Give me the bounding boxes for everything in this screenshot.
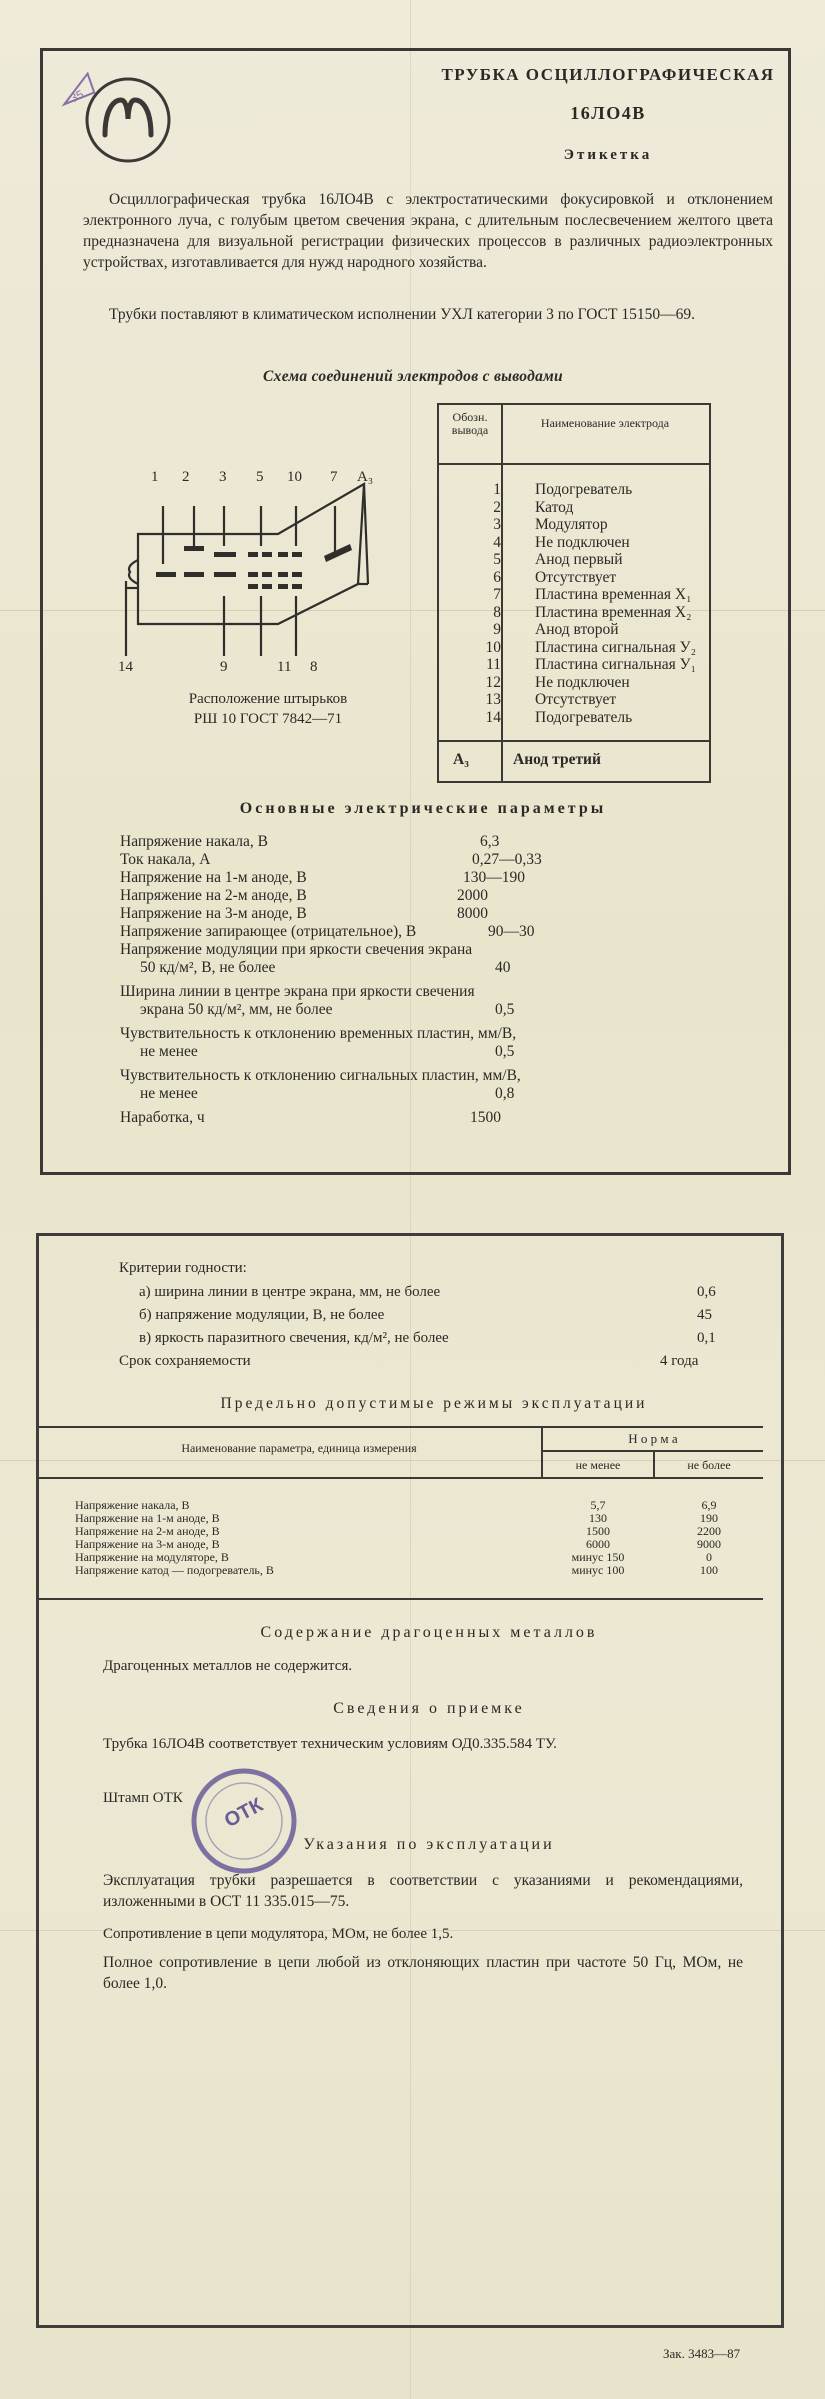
limits-rule-top bbox=[39, 1426, 763, 1428]
limits-param: Напряжение катод — подогреватель, В bbox=[75, 1563, 274, 1577]
param-value: 8000 bbox=[457, 905, 488, 922]
pin-table bbox=[437, 403, 711, 783]
limits-title: Предельно допустимые режимы эксплуатации bbox=[220, 1395, 648, 1412]
diagram-pin-top-1: 1 bbox=[151, 469, 159, 485]
electrode-name: Пластина временная X₂ bbox=[535, 603, 692, 621]
usage-paragraph-1: Эксплуатация трубки разрешается в соответствии с указаниями и рекомендациями, изложенными в ОСТ 11 335.015—75. bbox=[103, 1872, 743, 1910]
electrode-name: Модулятор bbox=[535, 516, 608, 533]
pin-number: 2 bbox=[493, 498, 501, 516]
pin-number: 13 bbox=[485, 691, 501, 708]
pin-table-row bbox=[439, 656, 709, 674]
limits-max: 2200 bbox=[697, 1524, 721, 1538]
diagram-pin-bottom-11: 11 bbox=[277, 659, 292, 675]
tube-model: 16ЛО4В bbox=[570, 103, 646, 123]
electrode-name: Катод bbox=[535, 498, 574, 516]
pin-table-footer-name: Анод третий bbox=[513, 751, 601, 768]
pin-number: 11 bbox=[486, 656, 501, 673]
param-value: 0,27—0,33 bbox=[472, 851, 542, 868]
storage-label: Срок сохраняемости bbox=[119, 1353, 251, 1369]
diagram-pin-top-10: 10 bbox=[287, 469, 302, 485]
pin-number: 4 bbox=[493, 533, 501, 551]
pin-table-row bbox=[439, 709, 709, 727]
param-value: 2000 bbox=[457, 887, 488, 904]
param-label: Чувствительность к отклонению временных пластин, мм/В, bbox=[120, 1025, 517, 1042]
limits-max: 190 bbox=[700, 1511, 718, 1525]
param-label: Наработка, ч bbox=[120, 1109, 205, 1126]
pin-number: 9 bbox=[493, 621, 501, 638]
diagram-pin-top-7: 7 bbox=[330, 469, 338, 485]
pin-table-row bbox=[439, 499, 709, 517]
doc-subtitle: Этикетка bbox=[563, 147, 653, 163]
stamp-label: Штамп ОТК bbox=[103, 1790, 183, 1806]
diagram-pin-top-a3: А₃ bbox=[357, 469, 374, 485]
pin-number: 1 bbox=[493, 481, 501, 498]
pin-table-row bbox=[439, 604, 709, 622]
electrode-name: Пластина сигнальная У₁ bbox=[535, 656, 697, 673]
param-value: 40 bbox=[495, 959, 511, 976]
params-title: Основные электрические параметры bbox=[239, 800, 607, 817]
limits-min: минус 150 bbox=[571, 1550, 625, 1564]
param-label: Чувствительность к отклонению сигнальных пластин, мм/В, bbox=[120, 1067, 521, 1084]
pin-table-row bbox=[439, 534, 709, 552]
diagram-pin-top-2: 2 bbox=[182, 469, 190, 485]
param-label: Напряжение на 1-м аноде, В bbox=[120, 869, 307, 886]
usage-paragraph-2: Сопротивление в цепи модулятора, МОм, не более 1,5. bbox=[103, 1926, 454, 1942]
electrode-name: Подогреватель bbox=[535, 708, 633, 726]
param-value: 90—30 bbox=[488, 923, 535, 940]
electrode-name: Подогреватель bbox=[535, 481, 633, 498]
pin-number: 10 bbox=[485, 638, 501, 656]
electrode-name: Пластина временная X₁ bbox=[535, 586, 692, 603]
param-value: 1500 bbox=[470, 1109, 501, 1126]
limits-min: 6000 bbox=[586, 1537, 610, 1551]
param-label-cont: не менее bbox=[140, 1085, 198, 1102]
pin-number: 3 bbox=[493, 516, 501, 533]
param-value: 6,3 bbox=[480, 833, 500, 850]
metals-text: Драгоценных металлов не содержится. bbox=[103, 1658, 353, 1674]
limits-max: 100 bbox=[700, 1563, 718, 1577]
limits-header-min: не менее bbox=[575, 1458, 621, 1472]
pin-number: 12 bbox=[485, 673, 501, 691]
diagram-title: Схема соединений электродов с выводами bbox=[263, 368, 563, 385]
limits-param: Напряжение на 1-м аноде, В bbox=[75, 1511, 220, 1525]
pin-table-body bbox=[439, 481, 709, 726]
param-label: Напряжение на 3-м аноде, В bbox=[120, 905, 307, 922]
label-panel bbox=[40, 48, 791, 1175]
diagram-pin-top-5: 5 bbox=[256, 469, 264, 485]
limits-param: Напряжение на модуляторе, В bbox=[75, 1550, 229, 1564]
electrode-name: Не подключен bbox=[535, 673, 630, 691]
param-label: Напряжение запирающее (отрицательное), В bbox=[120, 923, 417, 940]
param-label-cont: не менее bbox=[140, 1043, 198, 1060]
criteria-value: 0,6 bbox=[697, 1284, 716, 1300]
diagram-pin-bottom-8: 8 bbox=[310, 659, 318, 675]
pin-number: 7 bbox=[493, 586, 501, 603]
diagram-pin-top-3: 3 bbox=[219, 469, 227, 485]
param-label-cont: 50 кд/м², В, не более bbox=[140, 959, 276, 976]
otk-stamp bbox=[189, 1766, 299, 1876]
criteria-label: б) напряжение модуляции, В, не более bbox=[139, 1307, 385, 1323]
stamp-text: ОТК bbox=[220, 1793, 267, 1833]
pin-table-footer-line bbox=[439, 740, 709, 742]
pin-table-col2-header: Наименование электрода bbox=[540, 416, 670, 430]
limits-max: 9000 bbox=[697, 1537, 721, 1551]
pin-table-row bbox=[439, 551, 709, 569]
pin-table-row bbox=[439, 586, 709, 604]
intro-paragraph: Осциллографическая трубка 16ЛО4В с электростатическими фокусировкой и отклонением электронного луча, с голубым цветом свечения экрана, с длительным послесвечением желтого цвета предназначена для визуальной регистрации физических процессов в различных радиоэлектронных устройствах, изготавливается для нужд народного хозяйства. bbox=[83, 191, 773, 271]
param-label: Напряжение на 2-м аноде, В bbox=[120, 887, 307, 904]
electrode-name: Отсутствует bbox=[535, 691, 617, 708]
pin-table-col1-header: Обозн. вывода bbox=[451, 410, 489, 437]
param-label: Напряжение накала, В bbox=[120, 833, 268, 850]
limits-max: 0 bbox=[706, 1550, 712, 1564]
pin-table-row bbox=[439, 516, 709, 534]
limits-min: 130 bbox=[589, 1511, 607, 1525]
svg-text:35: 35 bbox=[67, 87, 86, 106]
order-number: Зак. 3483—87 bbox=[663, 2346, 741, 2361]
metals-title: Содержание драгоценных металлов bbox=[260, 1624, 598, 1641]
electrode-name: Отсутствует bbox=[535, 568, 617, 586]
param-value: 0,5 bbox=[495, 1001, 515, 1018]
limits-param: Напряжение на 2-м аноде, В bbox=[75, 1524, 220, 1538]
criteria-label: а) ширина линии в центре экрана, мм, не более bbox=[139, 1284, 441, 1300]
param-label-cont: экрана 50 кд/м², мм, не более bbox=[140, 1001, 333, 1018]
electrode-name: Пластина сигнальная У₂ bbox=[535, 638, 697, 656]
limits-header-param: Наименование параметра, единица измерения bbox=[181, 1441, 417, 1455]
sheet-panel bbox=[36, 1233, 784, 2328]
limits-header-max: не более bbox=[687, 1458, 731, 1472]
pin-table-header-line bbox=[439, 463, 709, 465]
pin-number: 5 bbox=[493, 551, 501, 568]
electrode-diagram bbox=[98, 456, 438, 666]
param-value: 130—190 bbox=[463, 869, 525, 886]
acceptance-title: Сведения о приемке bbox=[333, 1700, 525, 1717]
param-label: Ширина линии в центре экрана при яркости свечения bbox=[120, 983, 475, 1000]
criteria-title: Критерии годности: bbox=[119, 1260, 247, 1276]
param-label: Ток накала, А bbox=[120, 851, 211, 868]
pin-table-row bbox=[439, 621, 709, 639]
pin-number: 6 bbox=[493, 568, 501, 586]
limits-min: 5,7 bbox=[590, 1498, 606, 1512]
limits-max: 6,9 bbox=[701, 1498, 717, 1512]
limits-param: Напряжение на 3-м аноде, В bbox=[75, 1537, 220, 1551]
diagram-pin-bottom-9: 9 bbox=[220, 659, 228, 675]
limits-param: Напряжение накала, В bbox=[75, 1498, 190, 1512]
criteria-value: 0,1 bbox=[697, 1330, 716, 1346]
diagram-pin-bottom-14: 14 bbox=[118, 659, 133, 675]
pin-table-footer-pin: А₃ bbox=[453, 751, 469, 768]
limits-header-norm: Н о р м а bbox=[628, 1431, 678, 1446]
storage-value: 4 года bbox=[660, 1353, 699, 1369]
electrode-name: Анод первый bbox=[535, 551, 623, 568]
pin-number: 8 bbox=[493, 603, 501, 621]
pin-table-row bbox=[439, 639, 709, 657]
pin-table-row bbox=[439, 569, 709, 587]
pin-table-row bbox=[439, 691, 709, 709]
socket-caption-2: РШ 10 ГОСТ 7842—71 bbox=[193, 711, 343, 727]
param-label: Напряжение модуляции при яркости свечения экрана bbox=[120, 941, 473, 958]
criteria-label: в) яркость паразитного свечения, кд/м², не более bbox=[139, 1330, 449, 1346]
pin-table-row bbox=[439, 481, 709, 499]
limits-rule-bottom bbox=[39, 1598, 763, 1600]
socket-caption-1: Расположение штырьков bbox=[188, 691, 348, 707]
criteria-value: 45 bbox=[697, 1307, 712, 1323]
param-value: 0,5 bbox=[495, 1043, 515, 1060]
doc-title: ТРУБКА ОСЦИЛЛОГРАФИЧЕСКАЯ bbox=[441, 65, 775, 84]
pin-number: 14 bbox=[485, 708, 501, 726]
electrode-name: Анод второй bbox=[535, 621, 619, 638]
usage-paragraph-3: Полное сопротивление в цепи любой из отклоняющих пластин при частоте 50 Гц, МОм, не более 1,0. bbox=[103, 1954, 743, 1992]
pin-table-row bbox=[439, 674, 709, 692]
electrode-name: Не подключен bbox=[535, 533, 630, 551]
acceptance-text: Трубка 16ЛО4В соответствует техническим условиям ОД0.335.584 ТУ. bbox=[103, 1736, 557, 1752]
limits-min: 1500 bbox=[586, 1524, 610, 1538]
limits-min: минус 100 bbox=[571, 1563, 625, 1577]
supply-paragraph: Трубки поставляют в климатическом исполнении УХЛ категории 3 по ГОСТ 15150—69. bbox=[109, 306, 695, 323]
usage-title: Указания по эксплуатации bbox=[303, 1836, 555, 1853]
param-value: 0,8 bbox=[495, 1085, 515, 1102]
